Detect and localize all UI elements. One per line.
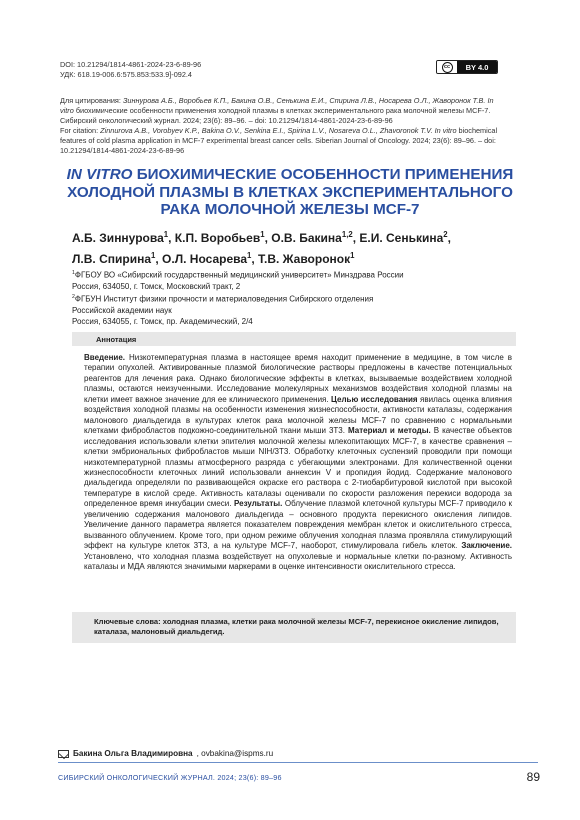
affiliation-1: $^1$ФГБОУ ВО «Сибирский государственный медицинский университет» Минздрава России xyxy=(72,270,404,280)
citation-ru-invitro: In vitro xyxy=(60,96,494,116)
author: Л.В. Спирина$^1$ xyxy=(72,251,156,266)
annotation-heading: Аннотация xyxy=(72,332,516,346)
affiliation-2-address: Россия, 634055, г. Томск, пр. Академический, 2/4 xyxy=(72,316,253,326)
abstract-conclusion: Установлено, что холодная плазма воздействует на опухолевые и нормальные клетки по-разному. Активность каталазы и МДА являются значимыми маркерами в оценке интенсивности окислительного стресса. xyxy=(84,551,512,572)
abstract-conclusion-label: Заключение. xyxy=(461,541,512,551)
affiliations xyxy=(72,268,512,327)
footer-divider xyxy=(58,762,538,763)
citation-block xyxy=(60,96,500,157)
citation-ru-prefix: Для цитирования: xyxy=(60,96,123,105)
keywords-box: Ключевые слова: холодная плазма, клетки рака молочной железы MCF-7, перекисное окисление липидов, каталаза, малоновый диальдегид. xyxy=(72,612,516,643)
title-rest: БИОХИМИЧЕСКИЕ ОСОБЕННОСТИ ПРИМЕНЕНИЯ ХОЛОДНОЙ ПЛАЗМЫ В КЛЕТКАХ ЭКСПЕРИМЕНТАЛЬНОГО РАКА МОЛОЧНОЙ ЖЕЛЕЗЫ MCF-7 xyxy=(67,166,514,218)
title-italic: IN VITRO xyxy=(66,166,133,183)
article-meta xyxy=(60,60,201,80)
author: А.Б. Зиннурова$^1$ xyxy=(72,230,169,245)
envelope-icon xyxy=(58,750,69,758)
abstract-methods-label: Материал и методы. xyxy=(347,426,431,436)
abstract-aim: явилась оценка влияния воздействия холодной плазмы на особенности изменения жизнеспособности, активности каталазы, содержания малонового диальдегида в культурах клеток рака молочной железы MCF-7 по сравнению с нормальными клетками фибробластов подкожно-соединительной ткани мыши 3Т3. xyxy=(84,394,512,436)
citation-ru-rest: биохимические особенности применения холодной плазмы в клетках экспериментального рака молочной железы MCF-7. Сибирский онкологический журнал. 2024; 23(6): 89–96. – doi: 10.21294/1814-4861-2024-23-6-89-96 xyxy=(60,106,491,126)
author: Е.И. Сенькина$^2$ xyxy=(359,230,448,245)
abstract-results-label: Результаты. xyxy=(234,499,283,509)
author: О.Л. Носарева$^1$ xyxy=(162,251,252,266)
doi-line: DOI: 10.21294/1814-4861-2024-23-6-89-96 xyxy=(60,60,202,69)
abstract-aim-label: Целью исследования xyxy=(331,394,418,404)
citation-en-invitro: In vitro xyxy=(434,126,457,136)
affiliation-1-address: Россия, 634050, г. Томск, Московский тракт, 2 xyxy=(72,281,241,291)
abstract-intro-label: Введение. xyxy=(84,353,125,362)
cc-icon: cc xyxy=(437,61,457,73)
citation-en-rest: biochemical features of cold plasma application in MCF-7 experimental breast cancer cells. Siberian Journal of Oncology. 2024; 23(6): 89–96. – doi: 10.21294/1814-4861-2024-23-6-89-96 xyxy=(60,126,498,156)
abstract-intro: Низкотемпературная плазма в настоящее время находит применение в медицине, в том числе в терапии опухолей. Активированные плазмой биологические растворы предложены в качестве потенциальных реагентов для лечения рака. Однако биологические эффекты в клетках, вызываемые воздействием холодной плазмы, остаются неизученными. Исследование молекулярных механизмов воздействия холодной плазмы на клетки имеет важное значение для ее клинического применения. xyxy=(84,353,512,404)
abstract-results: Облучение плазмой клеточной культуры MCF-7 приводило к увеличению содержания малонового диальдегида – основного продукта перекисного окисления липидов. Увеличение данного параметра является показателем повреждения мембран клеток и окислительного стресса, вызванного облучением. Кроме того, при одном режиме облучения холодная плазма проявляла стимулирующий эффект на культуре клеток 3Т3, а на культуре MCF-7, наоборот, стимулировала гибель клеток. xyxy=(84,499,512,551)
cc-license-badge[interactable] xyxy=(436,60,498,74)
udc-line: УДК: 618.19-006.6:575.853:533.9]-092.4 xyxy=(60,70,192,79)
author: Т.В. Жаворонок$^1$ xyxy=(258,251,355,266)
author-list: А.Б. Зиннурова$^1$, К.П. Воробьев$^1$, О.В. Бакина$^{1,2}$, Е.И. Сенькина$^2$, Л.В. Спирина$^1$, О.Л. Носарева$^1$, Т.В. Жаворонок$^1$ xyxy=(72,230,451,266)
contact-name: Бакина Ольга Владимировна xyxy=(73,749,193,758)
author: О.В. Бакина$^{1,2}$ xyxy=(271,230,353,245)
abstract-text xyxy=(84,353,512,573)
affiliation-2: $^2$ФГБУН Институт физики прочности и материаловедения Сибирского отделения xyxy=(72,293,374,304)
page-number: 89 xyxy=(526,770,540,784)
author: К.П. Воробьев$^1$ xyxy=(174,230,265,245)
affiliation-2-cont: Российской академии наук xyxy=(72,305,172,315)
corresponding-author xyxy=(58,749,273,758)
contact-email[interactable]: , ovbakina@ispms.ru xyxy=(196,749,274,758)
citation-en-authors: Zinnurova A.B., Vorobyev K.P., Bakina O.V., Senkina E.I., Spirina L.V., Nosareva O.L., Zhavoronok T.V. xyxy=(100,126,435,136)
citation-ru xyxy=(60,96,500,126)
citation-en-prefix: For citation: xyxy=(60,126,101,136)
abstract-methods: В качестве объектов исследования использовали клетки эпителия молочной железы млекопитающих MCF-7, в качестве сравнения – клетки эмбриональных фибробластов мыши NIH/3T3. Обработку клеточных суспензий проводили при помощи низкотемпературной плазмы атмосферного разряда с убегающими электронами. Для количественной оценки жизнеспособности клеточных линий использовали аннексин V и пропидия йодид. Содержание малонового диальдегида определяли по развивающейся окраске его раствора с 2-тиобарбитуровой кислотой при высокой температуре в кислой среде. Активность каталазы оценивали по скорости разложения перекиси водорода за определенное время инкубации смеси. xyxy=(84,426,512,509)
article-title xyxy=(60,166,520,219)
footer-journal: СИБИРСКИЙ ОНКОЛОГИЧЕСКИЙ ЖУРНАЛ. 2024; 23(6): 89–96 xyxy=(58,773,282,782)
citation-ru-authors: Зиннурова А.Б., Воробьев К.П., Бакина О.В., Сенькина Е.И., Спирина Л.В., Носарева О.Л., Жаворонок Т.В. xyxy=(122,96,488,105)
citation-en xyxy=(60,126,500,156)
license-label: BY 4.0 xyxy=(457,61,497,73)
